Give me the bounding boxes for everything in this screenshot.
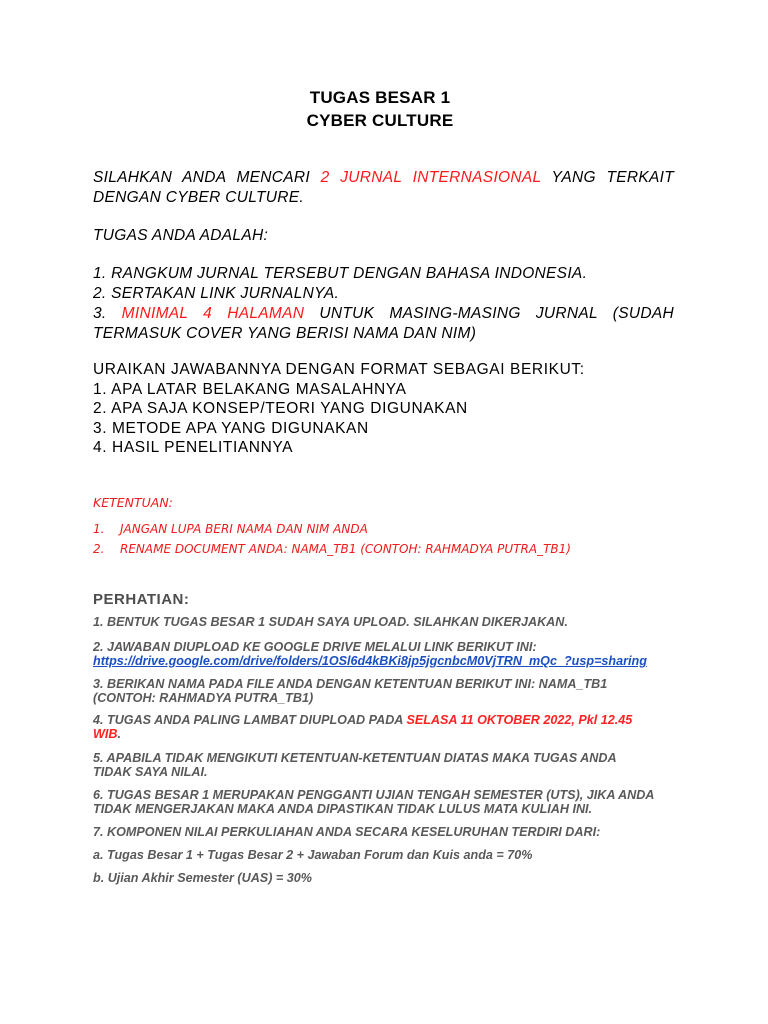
perhatian-note-3: [93, 677, 683, 705]
tugas-item-3-line2: TERMASUK COVER YANG BERISI NAMA DAN NIM): [93, 325, 477, 342]
intro-line2: DENGAN CYBER CULTURE.: [93, 189, 304, 206]
uraian-item: 4. HASIL PENELITIANNYA: [93, 439, 294, 456]
tugas-heading: TUGAS ANDA ADALAH:: [93, 227, 269, 244]
document-title-line2: CYBER CULTURE: [306, 111, 454, 130]
ketentuan-item-number: 1.: [93, 522, 105, 536]
perhatian-note-2: [93, 640, 683, 668]
uraian-heading: URAIKAN JAWABANNYA DENGAN FORMAT SEBAGAI BERIKUT:: [93, 361, 585, 378]
tugas-item-3: [93, 304, 674, 324]
intro-highlight: 2 JURNAL INTERNASIONAL: [320, 169, 542, 186]
intro-paragraph: [93, 168, 674, 208]
perhatian-note-4-text: 4. TUGAS ANDA PALING LAMBAT DIUPLOAD PADA: [93, 713, 407, 727]
ketentuan-item: [93, 542, 571, 556]
ketentuan-heading: KETENTUAN:: [93, 495, 173, 510]
komponen-nilai-a: a. Tugas Besar 1 + Tugas Besar 2 + Jawaban Forum dan Kuis anda = 70%: [93, 848, 533, 862]
tugas-item-3-rest: UNTUK MASING-MASING JURNAL (SUDAH: [304, 305, 675, 322]
perhatian-note-2-text: 2. JAWABAN DIUPLOAD KE GOOGLE DRIVE MELALUI LINK BERIKUT INI:: [93, 640, 537, 654]
perhatian-note-7: 7. KOMPONEN NILAI PERKULIAHAN ANDA SECARA KESELURUHAN TERDIRI DARI:: [93, 825, 601, 839]
perhatian-note-6-line1: 6. TUGAS BESAR 1 MERUPAKAN PENGGANTI UJIAN TENGAH SEMESTER (UTS), JIKA ANDA: [93, 788, 655, 802]
perhatian-note-6: [93, 788, 683, 816]
uraian-item: 2. APA SAJA KONSEP/TEORI YANG DIGUNAKAN: [93, 400, 468, 417]
deadline-text: SELASA 11 OKTOBER 2022, Pkl 12.45: [406, 713, 633, 727]
intro-line1: [93, 168, 674, 188]
ketentuan-item-text: RENAME DOCUMENT ANDA: NAMA_TB1 (CONTOH: RAHMADYA PUTRA_TB1): [120, 542, 571, 556]
intro-text-end: YANG TERKAIT: [541, 169, 675, 186]
deadline-text-end: WIB: [93, 727, 118, 741]
perhatian-note-5-line1: 5. APABILA TIDAK MENGIKUTI KETENTUAN-KETENTUAN DIATAS MAKA TUGAS ANDA: [93, 751, 617, 765]
intro-text-start: SILAHKAN ANDA MENCARI: [93, 169, 321, 186]
tugas-item-3-number: 3.: [93, 305, 122, 322]
perhatian-note-1: 1. BENTUK TUGAS BESAR 1 SUDAH SAYA UPLOAD. SILAHKAN DIKERJAKAN.: [93, 615, 568, 629]
tugas-item-1: 1. RANGKUM JURNAL TERSEBUT DENGAN BAHASA INDONESIA.: [93, 265, 588, 282]
perhatian-note-5-line2: TIDAK SAYA NILAI.: [93, 765, 208, 779]
ketentuan-item-number: 2.: [93, 542, 105, 556]
ketentuan-item-text: JANGAN LUPA BERI NAMA DAN NIM ANDA: [120, 522, 368, 536]
tugas-item-2: 2. SERTAKAN LINK JURNALNYA.: [93, 285, 340, 302]
komponen-nilai-b: b. Ujian Akhir Semester (UAS) = 30%: [93, 871, 312, 885]
tugas-item-3-highlight: MINIMAL 4 HALAMAN: [121, 305, 305, 322]
uraian-item: 1. APA LATAR BELAKANG MASALAHNYA: [93, 380, 407, 398]
perhatian-heading: PERHATIAN:: [93, 591, 190, 608]
perhatian-note-3-line1: 3. BERIKAN NAMA PADA FILE ANDA DENGAN KETENTUAN BERIKUT INI: NAMA_TB1: [93, 677, 608, 691]
document-title-line1: TUGAS BESAR 1: [309, 88, 451, 107]
uraian-section: [93, 360, 674, 458]
perhatian-note-4: [93, 713, 683, 741]
perhatian-note-3-line2: (CONTOH: RAHMADYA PUTRA_TB1): [93, 691, 314, 705]
google-drive-link[interactable]: https://drive.google.com/drive/folders/1OSl6d4kBKi8jp5jgcnbcM0VjTRN_mQc_?usp=sharing: [93, 654, 647, 668]
perhatian-note-4-period: .: [117, 727, 121, 741]
uraian-item: 3. METODE APA YANG DIGUNAKAN: [93, 419, 369, 437]
perhatian-note-5: [93, 751, 683, 779]
ketentuan-item: [93, 522, 368, 536]
perhatian-note-6-line2: TIDAK MENGERJAKAN MAKA ANDA DIPASTIKAN TIDAK LULUS MATA KULIAH INI.: [93, 802, 593, 816]
tugas-list: [93, 264, 674, 344]
